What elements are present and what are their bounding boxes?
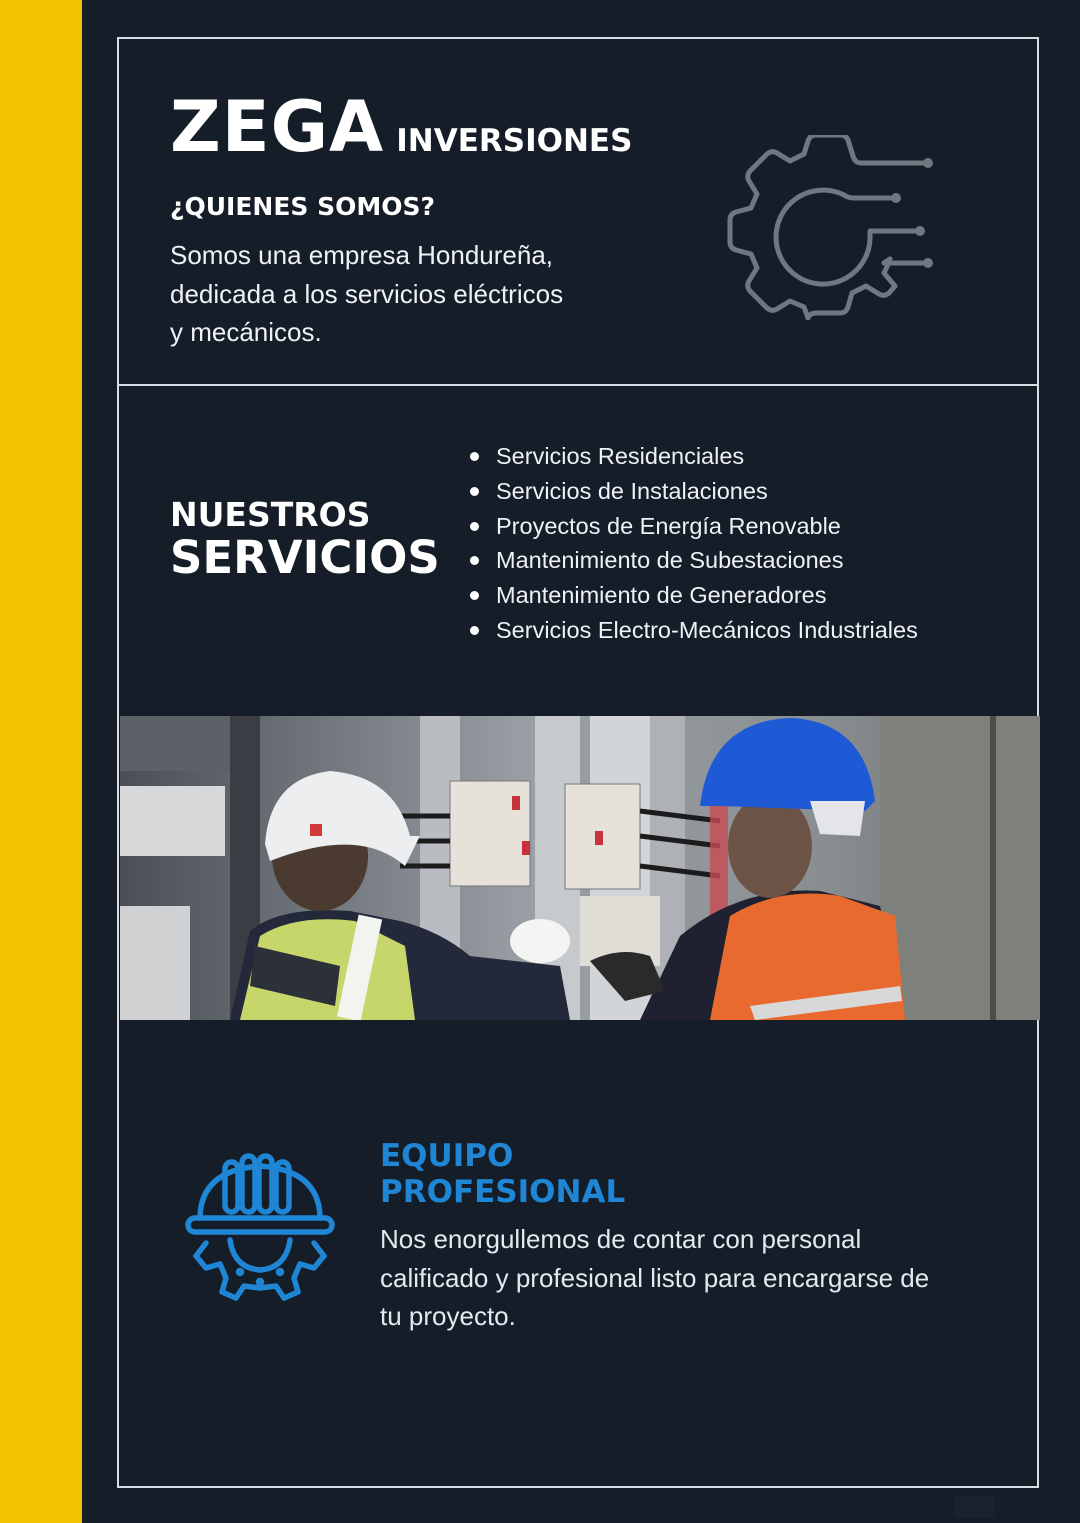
team-description: [380, 1220, 1020, 1336]
service-label: Mantenimiento de Subestaciones: [496, 547, 844, 574]
service-item: [468, 613, 918, 648]
service-item: [468, 543, 918, 578]
service-item: [468, 578, 918, 613]
brand-subtitle: INVERSIONES: [396, 123, 633, 159]
service-label: Mantenimiento de Generadores: [496, 582, 827, 609]
bullet-icon: [470, 556, 479, 565]
service-item: [468, 474, 918, 509]
section-divider: [117, 384, 1039, 386]
brand-logo: [170, 86, 633, 168]
page-number-mark: [955, 1496, 995, 1518]
about-line: dedicada a los servicios eléctricos: [170, 278, 564, 309]
about-heading: ¿QUIENES SOMOS?: [170, 192, 436, 221]
technicians-photo: [120, 716, 1040, 1020]
service-label: Proyectos de Energía Renovable: [496, 512, 841, 539]
team-heading-line1: EQUIPO: [380, 1138, 514, 1174]
team-line: tu proyecto.: [380, 1301, 516, 1331]
about-description: [170, 236, 630, 352]
gear-circuit-icon: [720, 135, 940, 320]
services-heading-line1: NUESTROS: [170, 495, 371, 534]
service-item: [468, 509, 918, 544]
services-list: [468, 439, 918, 648]
services-heading: [170, 495, 440, 584]
service-item: [468, 439, 918, 474]
services-heading-line2: SERVICIOS: [170, 531, 440, 584]
bullet-icon: [470, 591, 479, 600]
about-line: y mecánicos.: [170, 317, 322, 347]
bullet-icon: [470, 522, 479, 531]
team-line: Nos enorgullemos de contar con personal: [380, 1224, 862, 1254]
bullet-icon: [470, 452, 479, 461]
team-heading: [380, 1138, 625, 1210]
about-line: Somos una empresa Hondureña,: [170, 240, 554, 270]
bullet-icon: [470, 626, 479, 635]
team-line: calificado y profesional listo para encargarse de: [380, 1262, 930, 1293]
brand-name: ZEGA: [170, 86, 385, 168]
hard-hat-gear-icon: [182, 1148, 338, 1304]
team-heading-line2: PROFESIONAL: [380, 1174, 626, 1210]
service-label: Servicios Electro-Mecánicos Industriales: [496, 616, 918, 643]
service-label: Servicios de Instalaciones: [496, 477, 768, 504]
service-label: Servicios Residenciales: [496, 443, 745, 469]
yellow-accent-bar: [0, 0, 82, 1523]
bullet-icon: [470, 487, 479, 496]
